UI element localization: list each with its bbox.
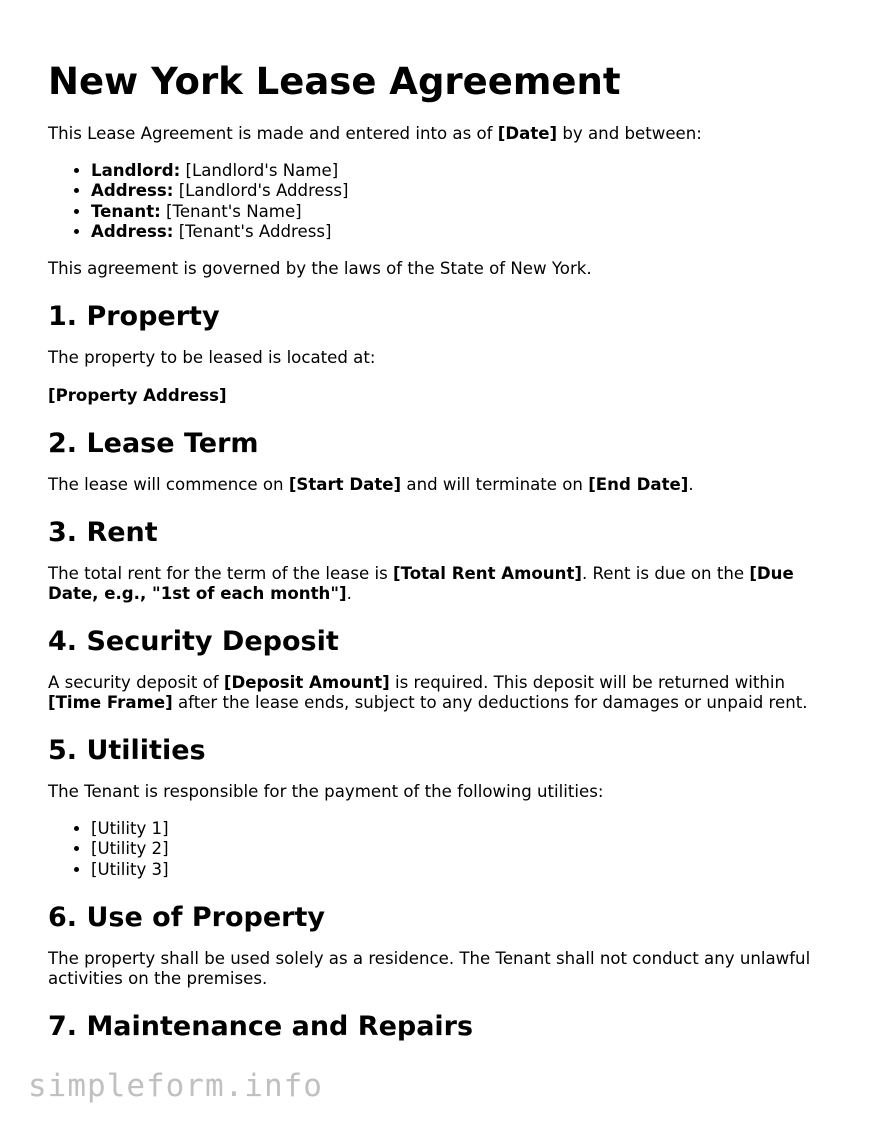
section-heading-maintenance: 7. Maintenance and Repairs	[48, 1011, 474, 1043]
lease-term-text: and will terminate on	[401, 475, 589, 495]
list-item: • [Utility 1]	[91, 819, 828, 839]
page-title: New York Lease Agreement	[48, 60, 621, 103]
use-of-property-paragraph: The property shall be used solely as a residence. The Tenant shall not conduct any unlawful activities on the premises.	[48, 949, 811, 989]
due-date: [Due Date, e.g., "1st of each month"]	[48, 564, 794, 604]
deposit-text: is required. This deposit will be returned within	[389, 673, 786, 693]
deposit-text: A security deposit of	[48, 673, 224, 693]
rent-paragraph	[48, 564, 828, 604]
party-value: [Landlord's Name]	[180, 161, 339, 180]
utilities-list	[48, 819, 828, 880]
watermark: simpleform.info	[28, 1068, 323, 1104]
section-heading-property: 1. Property	[48, 301, 220, 333]
party-label: Address:	[91, 221, 174, 241]
utilities-paragraph: The Tenant is responsible for the payment of the following utilities:	[48, 782, 604, 802]
section-heading-rent: 3. Rent	[48, 517, 158, 549]
rent-text: .	[346, 584, 352, 604]
intro-text: This Lease Agreement is made and entered into as of	[48, 124, 498, 143]
lease-term-text: The lease will commence on	[48, 475, 289, 495]
party-value: [Tenant's Address]	[173, 221, 332, 241]
end-date: [End Date]	[588, 475, 689, 495]
security-deposit-paragraph	[48, 673, 828, 713]
section-heading-use-of-property: 6. Use of Property	[48, 902, 325, 934]
list-item: • [Utility 3]	[91, 860, 828, 880]
property-address	[48, 386, 828, 406]
time-frame: [Time Frame]	[48, 693, 173, 713]
property-paragraph: The property to be leased is located at:	[48, 348, 376, 368]
intro-date: [Date]	[497, 124, 558, 143]
intro-paragraph	[48, 124, 828, 144]
total-rent: [Total Rent Amount]	[393, 564, 582, 584]
party-label: Tenant:	[91, 201, 161, 221]
list-item	[91, 181, 828, 201]
lease-term-text: .	[688, 475, 694, 495]
party-label: Address:	[91, 181, 174, 201]
party-value: [Tenant's Name]	[160, 201, 302, 221]
section-heading-security-deposit: 4. Security Deposit	[48, 626, 339, 658]
deposit-amount: [Deposit Amount]	[223, 673, 390, 693]
property-address-value: [Property Address]	[48, 386, 227, 406]
document-body	[48, 124, 828, 1043]
list-item	[91, 222, 828, 242]
party-label: Landlord:	[91, 161, 181, 180]
deposit-text: after the lease ends, subject to any deductions for damages or unpaid rent.	[172, 693, 808, 713]
list-item	[91, 202, 828, 222]
party-value: [Landlord's Address]	[173, 181, 349, 201]
section-heading-lease-term: 2. Lease Term	[48, 428, 259, 460]
rent-text: The total rent for the term of the lease is	[48, 564, 394, 584]
parties-list	[48, 161, 828, 242]
list-item: • [Utility 2]	[91, 839, 828, 859]
rent-text: . Rent is due on the	[581, 564, 750, 584]
governing-law-paragraph: This agreement is governed by the laws of the State of New York.	[48, 259, 592, 279]
start-date: [Start Date]	[288, 475, 402, 495]
section-heading-utilities: 5. Utilities	[48, 735, 206, 767]
list-item	[91, 161, 828, 181]
lease-term-paragraph	[48, 475, 828, 495]
intro-text-end: by and between:	[557, 124, 702, 143]
